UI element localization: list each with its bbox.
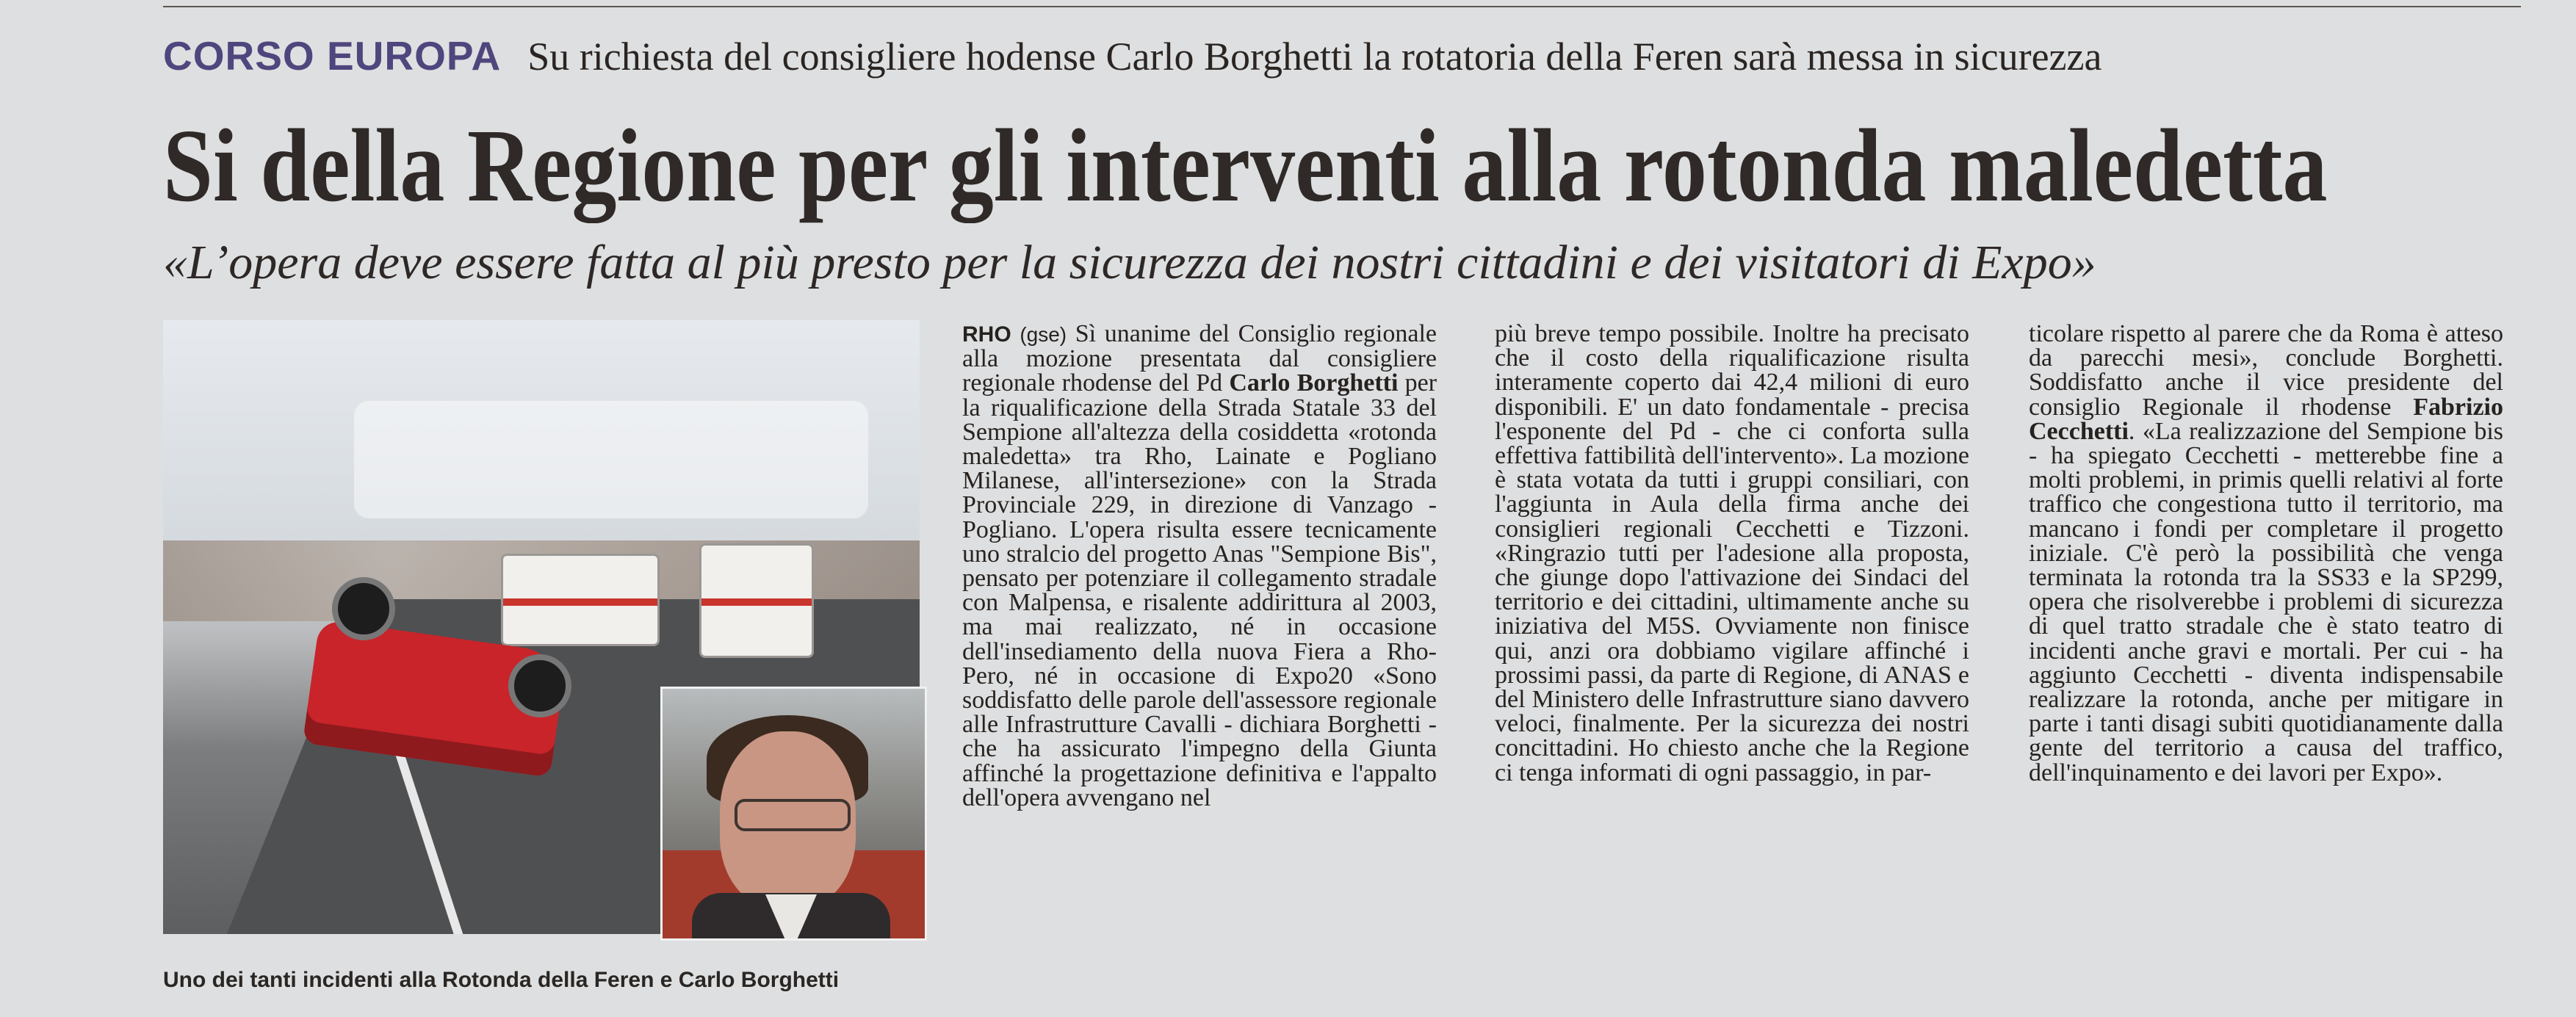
article-column-2: [1495, 322, 1969, 1005]
column-text: . «La realizzazione del Sempione bis - ha spiegato Cecchetti - metterebbe fine a molti problemi, in primis quelli relativi al forte traffico che congestiona tutto il territorio, ma mancano i fondi per completare il progetto iniziale. C'è però la possibilità che venga terminata la rotonda tra la SS33 e la SP299, opera che risolverebbe i problemi di sicurezza di quel tratto stradale che è stato teatro di incidenti anche gravi e mortali. Per cui - ha aggiunto Cecchetti - diventa indispensabile realizzare la rotonda, anche per mitigare in parte i tanti disagi subiti quotidianamente dalla gente del territorio a causa del traffico, dell'inquinamento e dei lavori per Expo».: [2029, 417, 2503, 786]
column-text: Sì unanime del Consiglio regionale alla mozione presentata dal consigliere regionale rhodense del Pd: [962, 320, 1437, 397]
section-tag: CORSO EUROPA: [163, 33, 502, 79]
article-column-3: [2029, 322, 2503, 1005]
car-wheel: [332, 577, 395, 640]
subtitle: «L’opera deve essere fatta al più presto per la sicurezza dei nostri cittadini e dei visitatori di Expo»: [163, 236, 2096, 289]
column-text: più breve tempo possibile. Inoltre ha precisato che il costo della riqualificazione risulta interamente coperto dai 42,4 milioni di euro disponibili. E' un dato fondamentale - precisa l'esponente del Pd - che ci conforta sulla effettiva fattibilità dell'intervento». La mozione è stata votata da tutti i gruppi consiliari, con l'aggiunta in Aula della firma anche dei consiglieri regionali Cecchetti e Tizzoni. «Ringrazio tutti per l'adesione alla proposta, che giunge dopo l'attivazione dei Sindaci del territorio e dei cittadini, ultimamente anche su iniziativa del M5S. Ovviamente non finisce qui, anzi ora dobbiamo vigilare affinché i prossimi passi, da parte di Regione, di ANAS e del Ministero delle Infrastrutture siano davvero veloci, finalmente. Per la sicurezza dei nostri concittadini. Ho chiesto anche che la Regione ci tenga informati di ogni passaggio, in par-: [1495, 320, 1969, 786]
column-text: ticolare rispetto al parere che da Roma è atteso da parecchi mesi», conclude Borghetti. Soddisfatto anche il vice presidente del consiglio Regionale il rhodense: [2029, 320, 2503, 421]
photo-caption: Uno dei tanti incidenti alla Rotonda della Feren e Carlo Borghetti: [163, 968, 840, 992]
dateline: RHO: [962, 322, 1011, 347]
source-tag: (gse): [1020, 323, 1067, 346]
portrait-inset: [660, 687, 927, 941]
article-column-1: [962, 322, 1437, 1005]
column-text: per la riqualificazione della Strada Statale 33 del Sempione all'altezza della cosiddetta «rotonda maledetta» tra Rho, Lainate e Pogliano Milanese, all'intersezione» con la Strada Provinciale 229, in direzione di Vanzago - Pogliano. L'opera risulta essere tecnicamente uno stralcio del progetto Anas "Sempione Bis", pensato per potenziare il collegamento stradale con Malpensa, e risalente addirittura al 2003, ma mai realizzato, né in occasione dell'insediamento della nuova Fiera a Rho-Pero, né in occasione di Expo20 «Sono soddisfatto delle parole dell'assessore regionale alle Infrastrutture Cavalli - dichiara Borghetti - che ha assicurato l'impegno della Giunta affinché la progettazione definitiva e l'appalto dell'opera avvengano nel: [962, 369, 1437, 811]
kicker-text: Su richiesta del consigliere hodense Carlo Borghetti la rotatoria della Feren sarà messa in sicurezza: [527, 35, 2102, 79]
sky-haze: [354, 401, 868, 518]
person-name: Carlo Borghetti: [1229, 369, 1399, 397]
ambulance-right: [699, 543, 814, 658]
ambulance-left: [501, 554, 660, 646]
person-name: Fabrizio Cecchetti: [2029, 393, 2503, 445]
top-rule: [163, 6, 2521, 7]
car-wheel: [508, 654, 571, 717]
portrait-glasses: [735, 799, 851, 831]
headline: Si della Regione per gli interventi alla rotonda maledetta: [163, 107, 2328, 223]
kicker: [163, 32, 2101, 84]
